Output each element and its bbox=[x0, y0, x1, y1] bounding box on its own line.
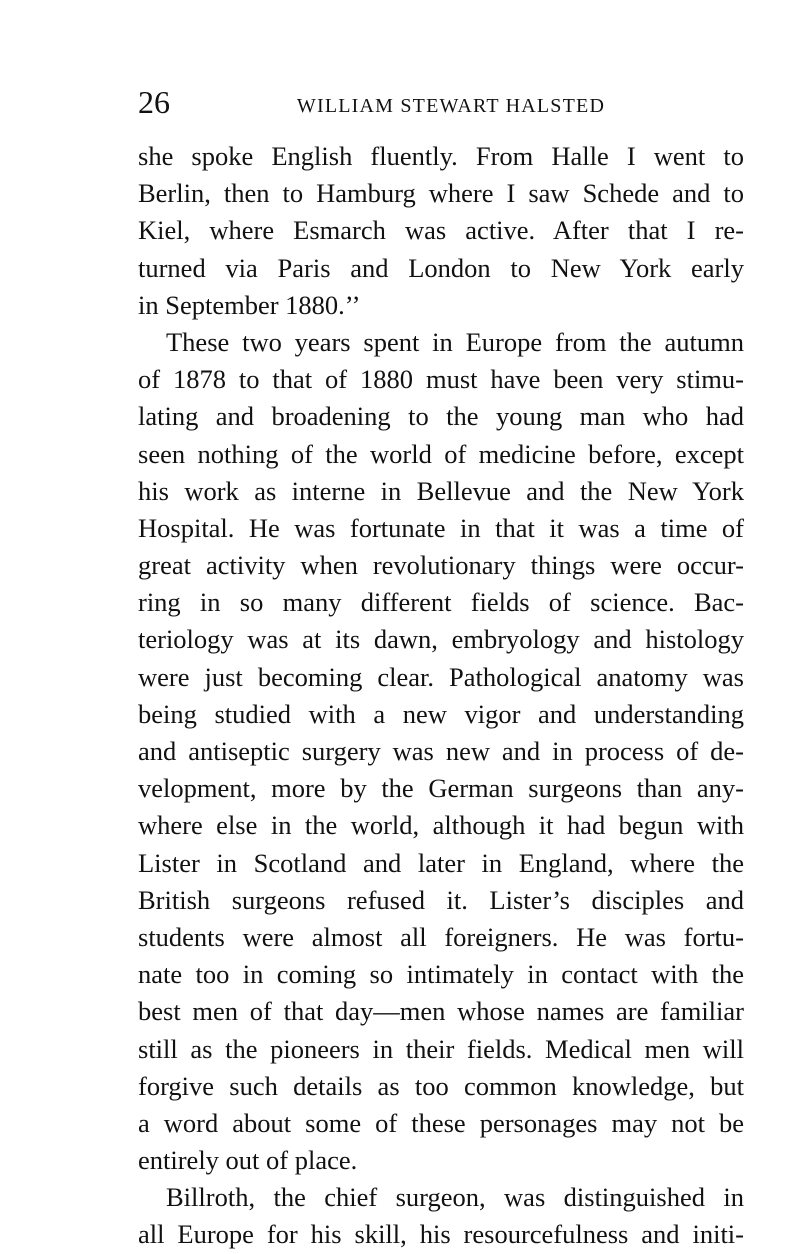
running-head: WILLIAM STEWART HALSTED bbox=[296, 95, 606, 117]
text-line: forgive such details as too common knowledge, but bbox=[138, 1070, 744, 1101]
text-line: entirely out of place. bbox=[138, 1145, 358, 1176]
text-line: still as the pioneers in their fields. Medical men will bbox=[138, 1033, 744, 1064]
text-line: of 1878 to that of 1880 must have been very stimu- bbox=[138, 364, 744, 395]
text-line: These two years spent in Europe from the autumn bbox=[166, 326, 744, 357]
text-line: all Europe for his skill, his resourcefulness and initi- bbox=[138, 1219, 744, 1250]
text-line: Hospital. He was fortunate in that it was a time of bbox=[138, 512, 744, 543]
text-line: a word about some of these personages may not be bbox=[138, 1107, 744, 1138]
text-line: best men of that day—men whose names are familiar bbox=[138, 996, 744, 1027]
text-line: Berlin, then to Hamburg where I saw Schede and to bbox=[138, 178, 744, 209]
text-line: great activity when revolutionary things were occur- bbox=[138, 550, 744, 581]
text-line: Kiel, where Esmarch was active. After that I re- bbox=[138, 215, 744, 246]
text-line: his work as interne in Bellevue and the New York bbox=[138, 475, 744, 506]
text-line: nate too in coming so intimately in contact with the bbox=[138, 959, 744, 990]
text-line: teriology was at its dawn, embryology and histology bbox=[138, 624, 744, 655]
text-line: seen nothing of the world of medicine before, except bbox=[138, 438, 744, 469]
text-line: students were almost all foreigners. He was fortu- bbox=[138, 921, 744, 952]
text-line: being studied with a new vigor and understanding bbox=[138, 698, 744, 729]
text-line: Billroth, the chief surgeon, was distinguished in bbox=[166, 1182, 744, 1213]
text-line: where else in the world, although it had begun with bbox=[138, 810, 744, 841]
text-line: British surgeons refused it. Lister’s disciples and bbox=[138, 884, 744, 915]
text-line: and antiseptic surgery was new and in process of de- bbox=[138, 736, 744, 766]
text-line: were just becoming clear. Pathological anatomy was bbox=[138, 661, 744, 692]
text-line: velopment, more by the German surgeons than any- bbox=[138, 773, 744, 804]
body-text bbox=[138, 138, 744, 1254]
page-header bbox=[138, 84, 744, 124]
text-line: ring in so many different fields of science. Bac- bbox=[138, 587, 744, 618]
text-line: she spoke English fluently. From Halle I went to bbox=[138, 141, 744, 171]
text-line: Lister in Scotland and later in England, where the bbox=[138, 847, 744, 878]
text-line: in September 1880.’’ bbox=[138, 289, 361, 320]
page-number: 26 bbox=[138, 84, 170, 120]
text-line: lating and broadening to the young man who had bbox=[138, 401, 744, 432]
text-line: turned via Paris and London to New York early bbox=[138, 252, 744, 283]
